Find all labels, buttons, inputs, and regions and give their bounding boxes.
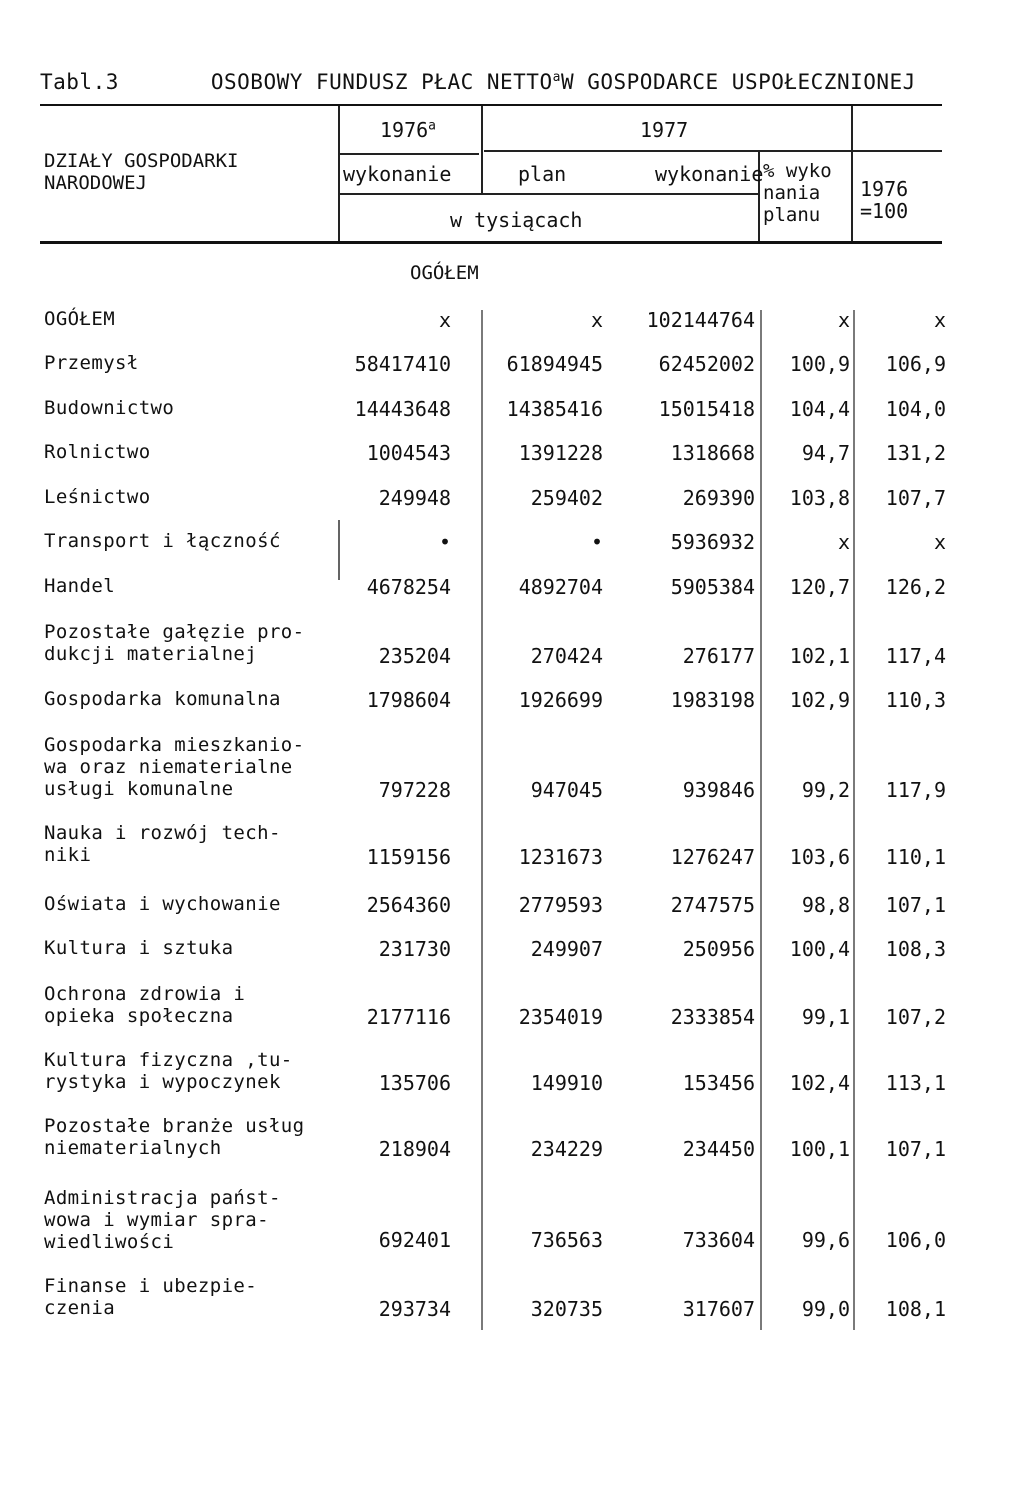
title-footnote-mark: a: [552, 70, 561, 85]
value-1976-wykonanie: 1004543: [366, 441, 451, 465]
value-1977-wykonanie: 102144764: [646, 308, 755, 332]
value-1976-wykonanie: x: [438, 308, 451, 332]
year-1976-footnote-mark: a: [428, 118, 436, 134]
year-1976: 1976: [380, 118, 429, 142]
row-label: Pozostałe branże usług niematerialnych: [44, 1115, 305, 1159]
year-1976-header: [380, 118, 436, 142]
value-1977-plan: 947045: [530, 778, 603, 802]
value-index-1976: 117,4: [885, 644, 946, 668]
value-index-1976: 106,0: [885, 1228, 946, 1252]
value-1977-plan: 1391228: [518, 441, 603, 465]
value-1977-wykonanie: 276177: [682, 644, 755, 668]
subheader-rule-1976: [338, 153, 479, 155]
title-text: OSOBOWY FUNDUSZ PŁAC NETTO: [210, 70, 553, 94]
value-pct-plan: 99,2: [801, 778, 850, 802]
value-1977-plan: 2354019: [518, 1005, 603, 1029]
row-label: Administracja państ- wowa i wymiar spra- wiedliwości: [44, 1187, 281, 1253]
value-1977-plan: 4892704: [518, 575, 603, 599]
row-label: Kultura i sztuka: [44, 937, 234, 959]
value-1976-wykonanie: 692401: [378, 1228, 451, 1252]
value-1976-wykonanie: 135706: [378, 1071, 451, 1095]
units-rule: [338, 193, 758, 195]
value-pct-plan: 120,7: [789, 575, 850, 599]
row-label: Rolnictwo: [44, 441, 151, 463]
value-1976-wykonanie: 14443648: [354, 397, 451, 421]
value-index-1976: 110,1: [885, 845, 946, 869]
row-label: Gospodarka mieszkanio- wa oraz niematerialne usługi komunalne: [44, 734, 305, 800]
value-1977-plan: 270424: [530, 644, 603, 668]
branch-header: DZIAŁY GOSPODARKI NARODOWEJ: [44, 150, 239, 194]
value-1977-wykonanie: 1276247: [670, 845, 755, 869]
subheader-rule-1977: [484, 150, 942, 152]
value-pct-plan: x: [837, 308, 850, 332]
value-1976-wykonanie: 58417410: [354, 352, 451, 376]
value-pct-plan: 99,0: [801, 1297, 850, 1321]
table-number: Tabl.3: [40, 70, 119, 94]
year-1977-header: 1977: [640, 118, 689, 142]
value-1977-plan: x: [590, 308, 603, 332]
value-pct-plan: 102,4: [789, 1071, 850, 1095]
value-index-1976: 108,3: [885, 937, 946, 961]
value-index-1976: 106,9: [885, 352, 946, 376]
wykonanie-1976-header: wykonanie: [343, 162, 452, 186]
value-pct-plan: 102,9: [789, 688, 850, 712]
value-1977-plan: 14385416: [506, 397, 603, 421]
value-1976-wykonanie: 797228: [378, 778, 451, 802]
value-1976-wykonanie: 2564360: [366, 893, 451, 917]
header-top-rule: [40, 104, 942, 106]
value-1976-wykonanie: 235204: [378, 644, 451, 668]
value-pct-plan: 103,6: [789, 845, 850, 869]
value-1977-wykonanie: 939846: [682, 778, 755, 802]
row-label: Gospodarka komunalna: [44, 688, 281, 710]
value-pct-plan: 100,1: [789, 1137, 850, 1161]
value-index-1976: 113,1: [885, 1071, 946, 1095]
row-label: Nauka i rozwój tech- niki: [44, 822, 281, 866]
row-label: Transport i łączność: [44, 530, 281, 552]
value-1977-wykonanie: 2333854: [670, 1005, 755, 1029]
value-1977-wykonanie: 250956: [682, 937, 755, 961]
value-pct-plan: 104,4: [789, 397, 850, 421]
title-text-rest: W GOSPODARCE USPOŁECZNIONEJ: [560, 70, 916, 94]
value-1977-wykonanie: 2747575: [670, 893, 755, 917]
value-1977-plan: •: [590, 530, 603, 554]
value-index-1976: x: [933, 308, 946, 332]
row-label: Ochrona zdrowia i opieka społeczna: [44, 983, 246, 1027]
value-pct-plan: 103,8: [789, 486, 850, 510]
value-1977-plan: 149910: [530, 1071, 603, 1095]
value-pct-plan: 99,1: [801, 1005, 850, 1029]
value-pct-plan: 94,7: [801, 441, 850, 465]
value-index-1976: 117,9: [885, 778, 946, 802]
value-1977-plan: 320735: [530, 1297, 603, 1321]
row-label: Finanse i ubezpie- czenia: [44, 1275, 258, 1319]
value-index-1976: 107,2: [885, 1005, 946, 1029]
row-label: Budownictwo: [44, 397, 175, 419]
header-vline-2: [481, 106, 483, 193]
value-1976-wykonanie: 1798604: [366, 688, 451, 712]
row-label: Leśnictwo: [44, 486, 151, 508]
value-1976-wykonanie: 293734: [378, 1297, 451, 1321]
value-1976-wykonanie: 1159156: [366, 845, 451, 869]
units-header: w tysiącach: [450, 208, 583, 232]
wykonanie-1977-header: wykonanie: [655, 162, 764, 186]
row-label: Oświata i wychowanie: [44, 893, 281, 915]
value-1977-plan: 1231673: [518, 845, 603, 869]
pct-plan-header: % wyko nania planu: [763, 160, 832, 226]
value-pct-plan: 98,8: [801, 893, 850, 917]
value-1977-plan: 2779593: [518, 893, 603, 917]
value-1977-wykonanie: 269390: [682, 486, 755, 510]
value-1977-plan: 259402: [530, 486, 603, 510]
value-1976-wykonanie: 4678254: [366, 575, 451, 599]
value-1977-wykonanie: 15015418: [658, 397, 755, 421]
value-1976-wykonanie: 2177116: [366, 1005, 451, 1029]
value-index-1976: 107,7: [885, 486, 946, 510]
value-1977-wykonanie: 317607: [682, 1297, 755, 1321]
header-vline-4: [851, 106, 853, 241]
value-1977-plan: 736563: [530, 1228, 603, 1252]
header-vline-1: [338, 106, 340, 241]
value-index-1976: 104,0: [885, 397, 946, 421]
row-label: Przemysł: [44, 352, 139, 374]
value-1976-wykonanie: 218904: [378, 1137, 451, 1161]
value-1977-wykonanie: 1318668: [670, 441, 755, 465]
value-1977-wykonanie: 5905384: [670, 575, 755, 599]
row-label: Kultura fizyczna ,tu- rystyka i wypoczynek: [44, 1049, 293, 1093]
value-1977-wykonanie: 733604: [682, 1228, 755, 1252]
value-pct-plan: x: [837, 530, 850, 554]
value-1977-wykonanie: 153456: [682, 1071, 755, 1095]
value-1977-wykonanie: 1983198: [670, 688, 755, 712]
row-label: Pozostałe gałęzie pro- dukcji materialnej: [44, 621, 305, 665]
plan-header: plan: [518, 162, 567, 186]
value-1977-plan: 1926699: [518, 688, 603, 712]
row-label: Handel: [44, 575, 116, 597]
value-pct-plan: 100,4: [789, 937, 850, 961]
value-1977-plan: 234229: [530, 1137, 603, 1161]
value-index-1976: 108,1: [885, 1297, 946, 1321]
value-index-1976: 107,1: [885, 893, 946, 917]
row-label: OGÓŁEM: [44, 308, 116, 330]
table-title: [40, 70, 916, 94]
value-pct-plan: 102,1: [789, 644, 850, 668]
value-1977-wykonanie: 62452002: [658, 352, 755, 376]
section-label: OGÓŁEM: [410, 262, 479, 284]
value-1977-wykonanie: 5936932: [670, 530, 755, 554]
value-1977-plan: 61894945: [506, 352, 603, 376]
value-pct-plan: 100,9: [789, 352, 850, 376]
value-index-1976: x: [933, 530, 946, 554]
value-index-1976: 110,3: [885, 688, 946, 712]
header-bottom-rule: [40, 241, 942, 244]
value-index-1976: 131,2: [885, 441, 946, 465]
index-header: 1976 =100: [860, 177, 909, 223]
value-pct-plan: 99,6: [801, 1228, 850, 1252]
value-1976-wykonanie: 231730: [378, 937, 451, 961]
value-index-1976: 107,1: [885, 1137, 946, 1161]
value-1976-wykonanie: •: [438, 530, 451, 554]
value-index-1976: 126,2: [885, 575, 946, 599]
value-1977-plan: 249907: [530, 937, 603, 961]
value-1977-wykonanie: 234450: [682, 1137, 755, 1161]
value-1976-wykonanie: 249948: [378, 486, 451, 510]
